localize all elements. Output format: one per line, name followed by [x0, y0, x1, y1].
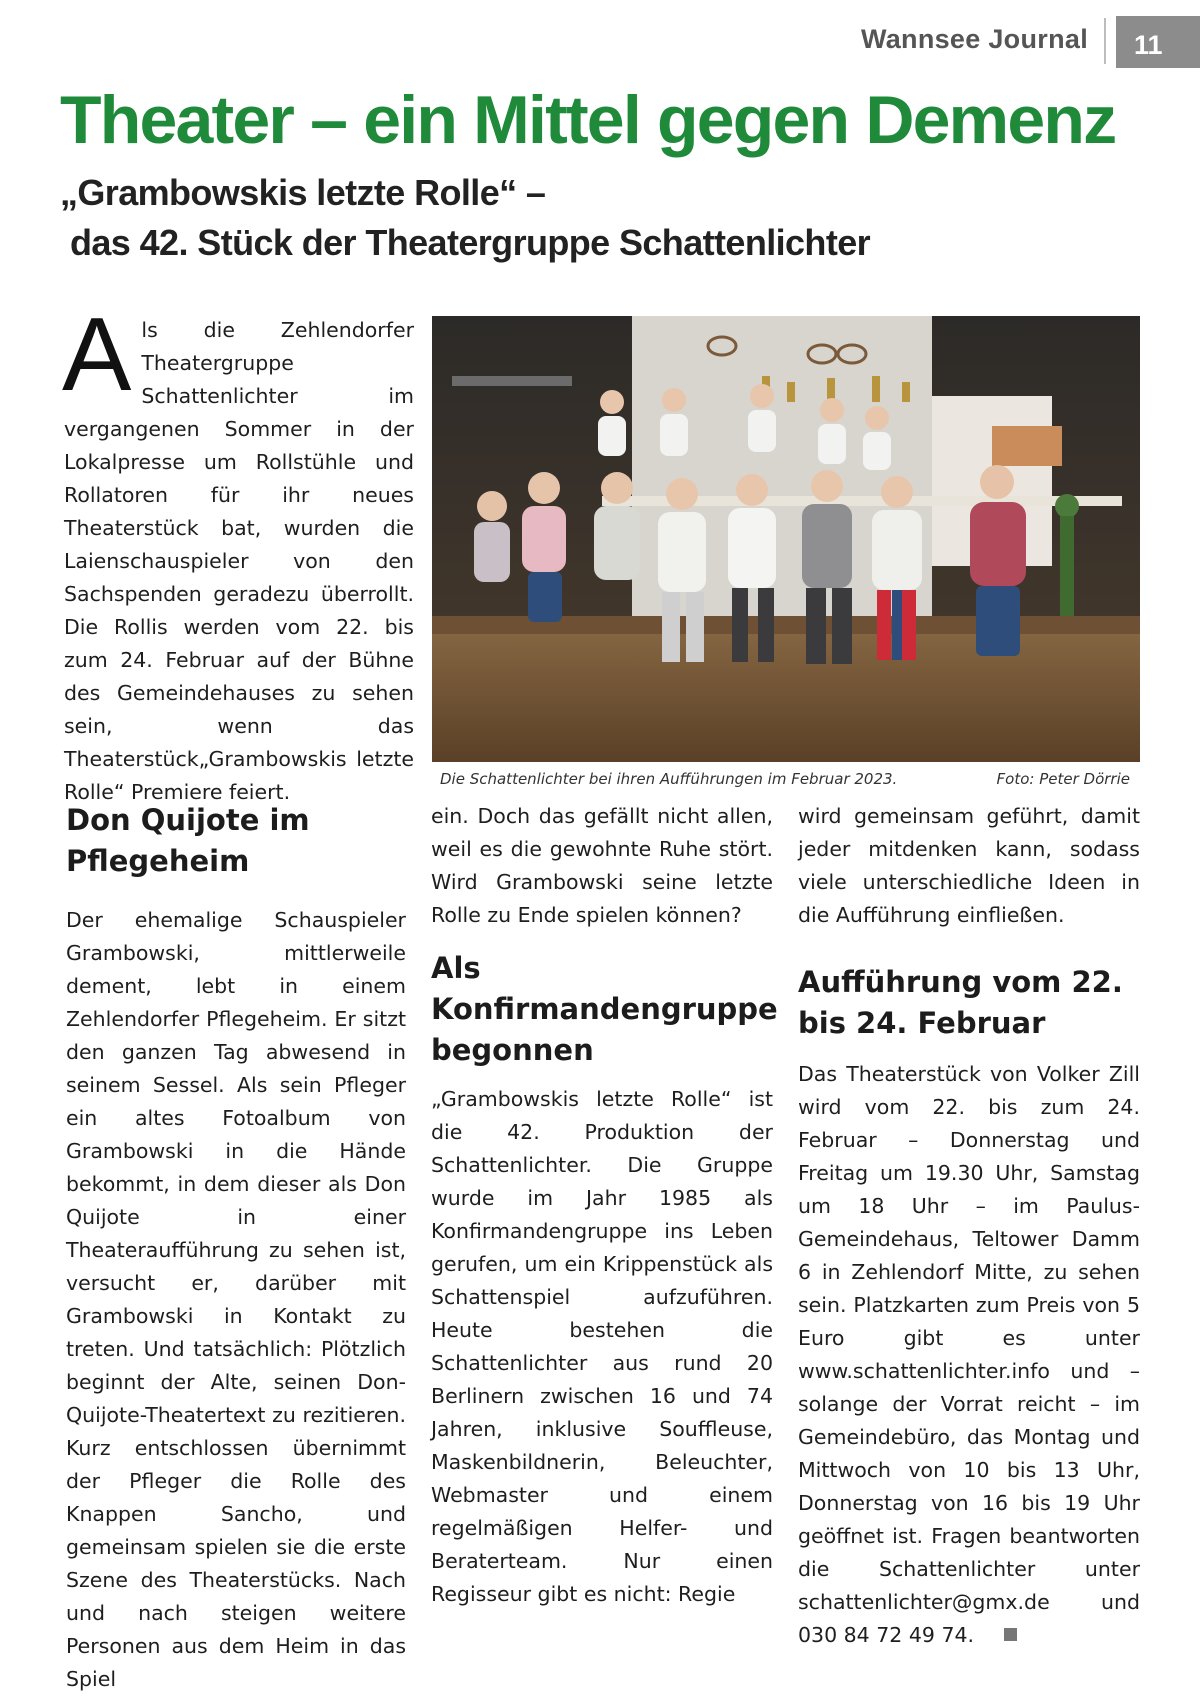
article-headline: Theater – ein Mittel gegen Demenz — [60, 82, 1116, 158]
photo-caption — [440, 770, 1130, 788]
section-text-pflegeheim-continued: ein. Doch das gefällt nicht allen, weil es die gewohnte Ruhe stört. Wird Grambowski seine letzte Rolle zu Ende spielen können? — [431, 804, 773, 927]
drop-cap: A — [62, 297, 132, 413]
section-text-konfirmandengruppe-continued: wird gemeinsam geführt, damit jeder mitdenken kann, sodass viele unterschiedliche Ideen in die Aufführung einfließen. — [798, 804, 1140, 927]
header-divider — [1104, 18, 1106, 64]
section-heading-auffuehrung: Aufführung vom 22. bis 24. Februar — [798, 965, 1123, 1040]
intro-text: ls die Zehlendorfer Theatergruppe Schattenlichter im vergangenen Sommer in der Lokalpresse um Rollstühle und Rollatoren für ihr neues Theaterstück bat, wurden die Laienschauspieler von den Sachspenden geradezu überrollt. Die Rollis werden vom 22. bis zum 24. Februar auf der Bühne des Gemeindehauses zu sehen sein, wenn das Theaterstück„Grambowskis letzte Rolle“ Premiere feiert. — [64, 318, 414, 804]
running-head — [0, 10, 1200, 62]
group-photo-illustration — [432, 316, 1140, 762]
section-text-auffuehrung — [798, 1058, 1140, 1652]
article-subhead — [60, 168, 1060, 268]
section-heading-konfirmandengruppe: Als Konfirmandengruppe begonnen — [431, 951, 778, 1067]
photo-credit: Foto: Peter Dörrie — [996, 770, 1130, 788]
journal-name: Wannsee Journal — [860, 24, 1088, 54]
end-of-article-mark — [1004, 1628, 1017, 1641]
performance-details: Das Theaterstück von Volker Zill wird vom 22. bis zum 24. Februar – Donnerstag und Freitag um 19.30 Uhr, Samstag um 18 Uhr – im Paulus-Gemeindehaus, Teltower Damm 6 in Zehlendorf Mitte, zu sehen sein. Platzkarten zum Preis von 5 Euro gibt es unter www.schattenlichter.info und – solange der Vorrat reicht – im Gemeindebüro, das Montag und Mittwoch von 10 bis 13 Uhr, Donnerstag von 16 bis 19 Uhr geöffnet ist. Fragen beantworten die Schattenlichter unter schattenlichter@gmx.de und 030 84 72 49 74. — [798, 1062, 1140, 1647]
subhead-line-2: das 42. Stück der Theatergruppe Schattenlichter — [70, 222, 871, 263]
group-photo — [432, 316, 1140, 762]
subhead-line-1: „Grambowskis letzte Rolle“ – — [60, 172, 546, 213]
section-heading-pflegeheim: Don Quijote im Pflegeheim — [66, 803, 310, 878]
caption-text: Die Schattenlichter bei ihren Aufführungen im Februar 2023. — [440, 770, 898, 788]
column-3 — [798, 800, 1140, 1652]
article-intro — [62, 297, 414, 809]
section-text-pflegeheim: Der ehemalige Schauspieler Grambowski, mittlerweile dement, lebt in einem Zehlendorfer Pflegeheim. Er sitzt den ganzen Tag abwesend in seinem Sessel. Als sein Pfleger ein altes Fotoalbum von Grambowski in die Hände bekommt, in dem dieser als Don Quijote in einer Theateraufführung zu sehen ist, versucht er, darüber mit Grambowski in Kontakt zu treten. Und tatsächlich: Plötzlich beginnt der Alte, seinen Don-Quijote-Theatertext zu rezitieren. Kurz entschlossen übernimmt der Pfleger die Rolle des Knappen Sancho, und gemeinsam spielen sie die erste Szene des Theaterstücks. Nach und nach steigen weitere Personen aus dem Heim in das Spiel — [66, 908, 406, 1691]
column-1 — [66, 800, 406, 1696]
page-number: 11 — [1116, 16, 1200, 68]
section-text-konfirmandengruppe: „Grambowskis letzte Rolle“ ist die 42. Produktion der Schattenlichter. Die Gruppe wurde im Jahr 1985 als Konfirmandengruppe ins Leben gerufen, um ein Krippenstück als Schattenspiel aufzuführen. Heute bestehen die Schattenlichter aus rund 20 Berlinern zwischen 16 und 74 Jahren, inklusive Souffleuse, Maskenbildnerin, Beleuchter, Webmaster und einem regelmäßigen Helfer- und Beraterteam. Nur einen Regisseur gibt es nicht: Regie — [431, 1087, 773, 1606]
column-2 — [431, 800, 778, 1611]
